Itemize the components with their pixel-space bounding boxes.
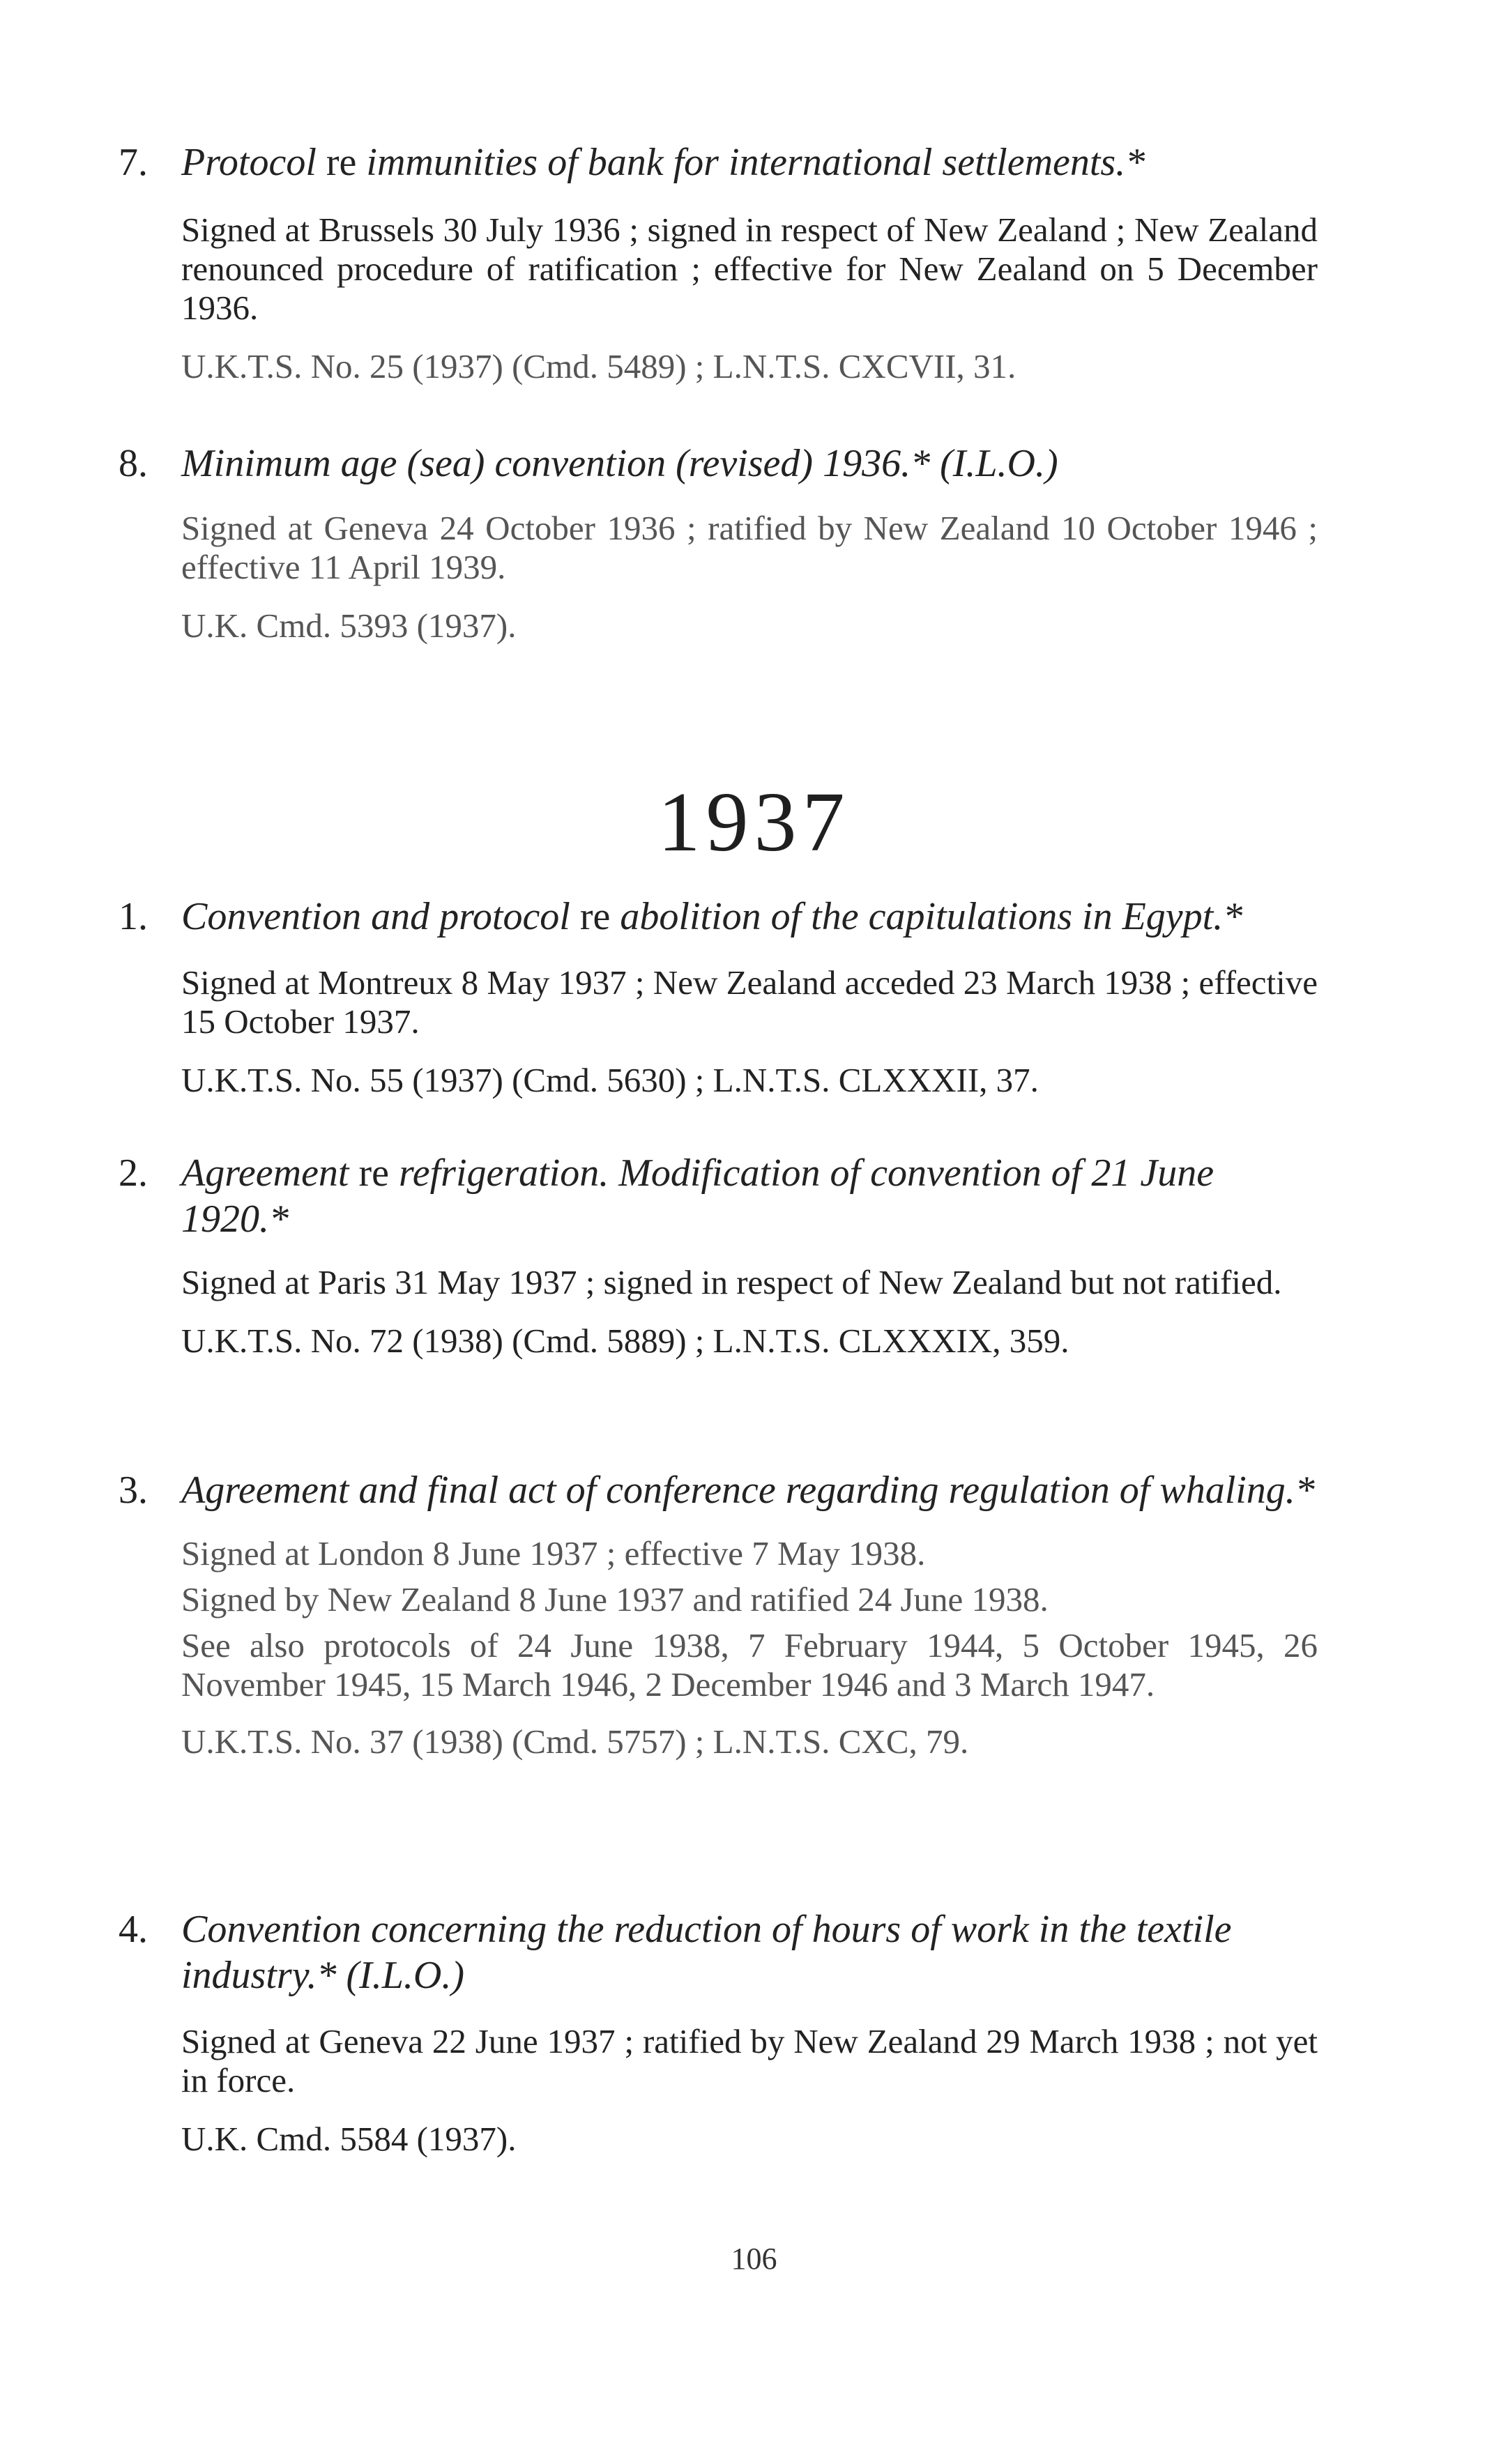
entry-title-part: re [349,1151,399,1195]
entry-title-part: refrigeration. Modification of convention of 21 June 1920.* [181,1151,1214,1241]
entry-title-part: re [316,141,367,184]
entry-title-part: Convention concerning the reduction of hours of work in the textile industry.* [181,1908,1232,1997]
page-number: 106 [731,2242,777,2276]
entry-title [119,894,1318,940]
entry-title [119,441,1318,487]
entry-title [119,139,1318,185]
treaty-entry-1937-3 [119,1467,1318,1761]
entry-number: 7. [119,141,148,184]
treaty-entry-1936-7 [119,139,1318,386]
entry-title-part: abolition of the capitulations in Egypt.* [620,895,1243,938]
entry-title-part: (I.L.O.) [336,1954,464,1997]
entry-paragraph: Signed at Montreux 8 May 1937 ; New Zealand acceded 23 March 1938 ; effective 15 October 1937. [181,963,1318,1041]
entry-title-part: re [570,895,620,938]
entry-reference: U.K.T.S. No. 37 (1938) (Cmd. 5757) ; L.N.T.S. CXC, 79. [181,1722,969,1761]
entry-title-part: immunities of bank for international settlements.* [366,141,1145,184]
entry-title-part: (I.L.O.) [930,442,1058,485]
entry-title-part: Minimum age (sea) convention (revised) 1936.* [181,442,931,485]
treaty-entry-1936-8 [119,441,1318,645]
entry-number: 2. [119,1151,148,1195]
year-heading: 1937 [657,775,851,869]
entry-paragraph: Signed at Brussels 30 July 1936 ; signed in respect of New Zealand ; New Zealand renounced procedure of ratification ; effective for New Zealand on 5 December 1936. [181,211,1318,327]
entry-paragraph: Signed at Geneva 24 October 1936 ; ratified by New Zealand 10 October 1946 ; effective 11 April 1939. [181,509,1318,586]
entry-paragraph: See also protocols of 24 June 1938, 7 February 1944, 5 October 1945, 26 November 1945, 15 March 1946, 2 December 1946 and 3 March 1947. [181,1626,1318,1704]
treaty-entry-1937-2 [119,1150,1318,1361]
entry-paragraph: Signed at Geneva 22 June 1937 ; ratified by New Zealand 29 March 1938 ; not yet in force. [181,2022,1318,2099]
entry-reference: U.K.T.S. No. 72 (1938) (Cmd. 5889) ; L.N.T.S. CLXXXIX, 359. [181,1322,1069,1360]
entry-title-part: Agreement and final act of conference regarding regulation of whaling.* [181,1469,1315,1512]
entry-paragraph: Signed at London 8 June 1937 ; effective 7 May 1938. [181,1534,926,1572]
treaty-entry-1937-1 [119,894,1318,1100]
entry-title [119,1150,1318,1242]
entry-paragraph: Signed by New Zealand 8 June 1937 and ratified 24 June 1938. [181,1580,1049,1619]
treaty-entry-1937-4 [119,1906,1318,2159]
entry-number: 8. [119,442,148,485]
entry-reference: U.K.T.S. No. 25 (1937) (Cmd. 5489) ; L.N.T.S. CXCVII, 31. [181,347,1016,385]
entry-number: 4. [119,1908,148,1951]
entry-reference: U.K. Cmd. 5393 (1937). [181,606,517,645]
entry-paragraph: Signed at Paris 31 May 1937 ; signed in respect of New Zealand but not ratified. [181,1263,1282,1301]
entry-title-part: Convention and protocol [181,895,570,938]
entry-reference: U.K.T.S. No. 55 (1937) (Cmd. 5630) ; L.N.T.S. CLXXXII, 37. [181,1061,1039,1099]
entry-reference: U.K. Cmd. 5584 (1937). [181,2120,517,2158]
entry-title-part: Agreement [181,1151,349,1195]
entry-title [119,1906,1318,1998]
entry-title [119,1467,1318,1513]
entry-number: 3. [119,1469,148,1512]
entry-number: 1. [119,895,148,938]
entry-title-part: Protocol [181,141,317,184]
